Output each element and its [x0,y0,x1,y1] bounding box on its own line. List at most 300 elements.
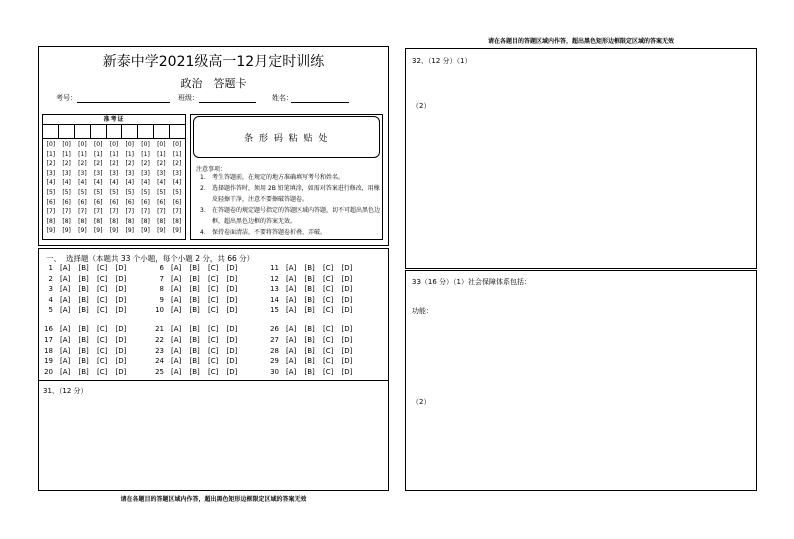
admission-digit-bubble: [9] [46,227,56,235]
admission-digit-bubble: [8] [141,217,150,225]
notes-list [191,115,382,239]
answer-option-b: [B] [304,335,315,344]
question-number: 13 [270,285,279,293]
answer-option-d: [D] [115,335,127,344]
answer-option-c: [C] [208,325,219,333]
question-number: 27 [270,335,279,344]
name-label: 姓名： [272,94,293,102]
answer-option-c: [C] [97,325,108,333]
admission-digit-bubble: [6] [62,198,71,206]
answer-option-c: [C] [208,346,219,355]
admission-digit-bubble: [6] [141,198,150,206]
admission-digit-bubble: [7] [46,208,56,216]
admission-digit-bubble: [6] [46,198,56,206]
question-number: 1 [48,264,53,272]
answer-option-d: [D] [226,274,238,283]
choice-question [152,275,252,283]
admission-write-cell [59,125,75,138]
answer-option-d: [D] [115,368,127,376]
answer-option-a: [A] [60,274,71,283]
answer-option-b: [B] [304,295,315,304]
answer-option-c: [C] [208,285,219,293]
question-number: 14 [270,295,279,304]
class-blank [199,102,256,103]
question-33-function-label: 功能： [412,307,433,315]
answer-option-b: [B] [189,357,200,366]
answer-option-d: [D] [341,325,353,333]
answer-option-b: [B] [78,346,89,355]
answer-option-d: [D] [115,274,127,283]
question-number: 20 [44,368,53,376]
admission-digit-bubble: [0] [141,141,150,148]
question-number: 9 [159,295,164,304]
answer-option-b: [B] [78,285,89,293]
answer-option-a: [A] [171,264,182,272]
choice-question [41,275,141,283]
answer-option-d: [D] [341,306,353,314]
choice-question [267,296,367,304]
admission-digit-bubble: [0] [157,141,166,148]
admission-digit-bubble: [5] [109,189,119,196]
admission-digit-bubble: [5] [125,189,134,196]
answer-option-b: [B] [78,274,89,283]
question-number: 24 [155,357,164,366]
admission-digit-bubble: [9] [125,227,134,235]
question-32-part1-label: 32、（12 分）（1） [412,57,472,65]
answer-option-d: [D] [341,295,353,304]
answer-option-b: [B] [189,346,200,355]
admission-digit-bubble: [1] [109,150,119,158]
answer-option-a: [A] [60,346,71,355]
admission-digit-bubble: [8] [109,217,119,225]
answer-option-b: [B] [78,295,89,304]
answer-option-d: [D] [226,325,238,333]
choice-question [267,368,367,376]
name-blank [291,102,349,103]
admission-digit-bubble: [0] [125,141,134,148]
admission-digit-bubble: [1] [93,150,103,158]
admission-write-cell [43,125,59,138]
admission-digit-bubble: [1] [172,150,182,158]
question-33-part2-label: （2） [412,398,431,406]
answer-option-c: [C] [323,335,334,344]
admission-digit-bubble: [9] [62,227,71,235]
answer-option-d: [D] [115,285,127,293]
choice-heading: 选择题（本题共 33 个小题，每个小题 2 分，共 66 分） [66,254,255,263]
admission-digit-bubble: [9] [78,227,87,235]
admission-digit-bubble: [0] [62,141,71,148]
admission-digit-bubble: [6] [157,198,166,206]
answer-option-c: [C] [323,368,334,376]
answer-option-d: [D] [226,357,238,366]
admission-digit-bubble: [8] [157,217,166,225]
choice-question [41,285,141,293]
choice-question [152,357,252,365]
question-number: 11 [270,264,279,272]
admission-digit-bubble: [7] [125,208,134,216]
answer-option-a: [A] [286,285,297,293]
choice-question [267,264,367,272]
note-number: 2． [200,185,210,192]
choice-question [41,357,141,365]
answer-option-b: [B] [78,335,89,344]
answer-option-c: [C] [97,357,108,366]
answer-option-c: [C] [323,295,334,304]
class-label: 班级： [178,94,199,102]
admission-digit-area [43,140,185,237]
answer-option-b: [B] [304,357,315,366]
admission-write-cell [75,125,91,138]
note-number: 4． [200,229,210,236]
admission-number-grid [42,114,186,240]
admission-digit-bubble: [5] [141,189,150,196]
admission-digit-bubble: [7] [109,208,119,216]
admission-digit-bubble: [9] [172,227,182,235]
admission-write-cell [154,125,170,138]
answer-option-d: [D] [226,335,238,344]
choice-question [41,347,141,355]
question-number: 10 [155,306,164,314]
choice-question [41,336,141,344]
note-text: 皮轻擦干净，注意不要擦破答题卷。 [212,196,309,203]
answer-option-b: [B] [189,274,200,283]
answer-option-d: [D] [341,335,353,344]
answer-option-a: [A] [171,274,182,283]
admission-digit-bubble: [5] [93,189,103,196]
admission-digit-bubble: [2] [46,160,56,168]
admission-digit-bubble: [4] [78,179,87,187]
choice-question [41,325,141,333]
choice-question [152,325,252,333]
admission-digit-bubble: [3] [125,169,134,177]
admission-digit-bubble: [3] [62,169,71,177]
choice-divider [39,380,388,381]
admission-digit-bubble: [4] [62,179,71,187]
note-text: 考生答题前，在规定的地方准确填写考号和姓名。 [212,174,345,181]
admission-digit-bubble: [9] [93,227,103,235]
admission-digit-bubble: [4] [172,179,182,187]
answer-option-d: [D] [115,306,127,314]
answer-option-a: [A] [171,346,182,355]
question-number: 3 [48,285,53,293]
question-33-part1-label: 33（16 分）（1）社会保障体系包括： [412,278,531,286]
question-33-box [405,270,757,491]
notice-top-right: 请在各题目的答题区域内作答，超出黑色矩形边框限定区域的答案无效 [487,38,674,45]
subject-name: 政治 [180,77,203,90]
header-panel [38,46,389,246]
admission-digit-bubble: [3] [46,169,56,177]
choice-question [267,357,367,365]
admission-digit-bubble: [1] [46,150,56,158]
choice-question [41,368,141,376]
admission-digit-bubble: [4] [141,179,150,187]
answer-option-d: [D] [226,306,238,314]
admission-digit-bubble: [2] [157,160,166,168]
answer-option-c: [C] [97,368,108,376]
question-number: 30 [270,368,279,376]
admission-digit-bubble: [2] [78,160,87,168]
admission-digit-bubble: [6] [93,198,103,206]
admission-digit-bubble: [7] [157,208,166,216]
answer-option-b: [B] [189,335,200,344]
answer-option-b: [B] [189,325,200,333]
notes-title: 注意事项： [196,166,227,173]
admission-digit-bubble: [7] [141,208,150,216]
answer-option-a: [A] [286,325,297,333]
question-number: 16 [44,325,53,333]
choice-question [152,336,252,344]
question-31-label: 31、（12 分） [43,387,88,395]
question-number: 7 [159,274,164,283]
admission-digit-bubble: [9] [109,227,119,235]
admission-digit-bubble: [4] [125,179,134,187]
admission-digit-bubble: [8] [62,217,71,225]
admission-digit-bubble: [4] [109,179,119,187]
choice-question [267,325,367,333]
answer-option-d: [D] [115,325,127,333]
answer-option-a: [A] [171,285,182,293]
admission-digit-bubble: [1] [141,150,150,158]
admission-write-cell [91,125,107,138]
sheet-name: 答题卡 [213,77,247,90]
admission-write-cell [138,125,154,138]
answer-option-c: [C] [97,285,108,293]
answer-option-c: [C] [208,357,219,366]
notice-bottom-left: 请在各题目的答题区域内作答，超出黑色矩形边框限定区域的答案无效 [120,496,307,503]
admission-digit-bubble: [8] [93,217,103,225]
answer-option-c: [C] [208,295,219,304]
answer-option-d: [D] [115,264,127,272]
admission-digit-bubble: [7] [78,208,87,216]
answer-option-a: [A] [60,285,71,293]
admission-digit-bubble: [8] [125,217,134,225]
answer-option-c: [C] [323,325,334,333]
question-number: 2 [48,274,53,283]
choice-question [152,306,252,314]
answer-option-a: [A] [171,368,182,376]
answer-option-d: [D] [341,357,353,366]
answer-option-a: [A] [60,368,71,376]
answer-option-c: [C] [323,274,334,283]
admission-digit-bubble: [3] [172,169,182,177]
choice-question [152,264,252,272]
answer-option-b: [B] [78,264,89,272]
admission-digit-bubble: [8] [78,217,87,225]
choice-question [152,347,252,355]
question-number: 15 [270,306,279,314]
choice-question [267,285,367,293]
answer-option-d: [D] [226,368,238,376]
question-number: 26 [270,325,279,333]
answer-option-a: [A] [60,306,71,314]
answer-option-b: [B] [304,285,315,293]
question-number: 8 [159,285,164,293]
answer-option-b: [B] [304,325,315,333]
note-text: 保持卷面清洁，不要将答题卷折叠，弄破。 [212,229,327,236]
admission-digit-bubble: [7] [62,208,71,216]
question-number: 18 [44,346,53,355]
admission-digit-bubble: [3] [93,169,103,177]
admission-digit-bubble: [6] [172,198,182,206]
choice-question [152,285,252,293]
answer-option-b: [B] [189,306,200,314]
admission-digit-bubble: [6] [109,198,119,206]
answer-option-b: [B] [304,346,315,355]
choice-panel [38,248,389,491]
admission-digit-bubble: [1] [157,150,166,158]
answer-option-b: [B] [189,295,200,304]
exam-title: 新泰中学2021级高一12月定时训练 [102,54,325,70]
barcode-notes-box [190,114,383,240]
admission-digit-bubble: [1] [125,150,134,158]
note-text: 框，超出黑色边框的答案无效。 [212,218,297,225]
question-number: 21 [155,325,164,333]
admission-digit-bubble: [4] [46,179,56,187]
answer-option-c: [C] [323,357,334,366]
admission-digit-bubble: [2] [109,160,119,168]
admission-digit-bubble: [8] [46,217,56,225]
answer-option-c: [C] [208,368,219,376]
choice-question [41,306,141,314]
answer-option-c: [C] [97,274,108,283]
answer-option-c: [C] [97,335,108,344]
answer-option-d: [D] [115,346,127,355]
admission-digit-bubble: [3] [157,169,166,177]
answer-option-b: [B] [304,274,315,283]
answer-option-a: [A] [286,274,297,283]
answer-option-d: [D] [115,295,127,304]
answer-option-c: [C] [208,274,219,283]
question-number: 5 [48,306,53,314]
question-number: 6 [159,264,164,272]
choice-section-number: 一、 [46,254,61,263]
choice-grid [39,249,388,380]
choice-question [41,296,141,304]
admission-digit-bubble: [0] [93,141,103,148]
answer-option-a: [A] [171,335,182,344]
answer-option-d: [D] [226,264,238,272]
answer-option-a: [A] [171,325,182,333]
answer-option-b: [B] [78,306,89,314]
question-number: 19 [44,357,53,366]
admission-digit-bubble: [7] [93,208,103,216]
answer-option-a: [A] [60,264,71,272]
answer-option-a: [A] [171,357,182,366]
question-number: 23 [155,346,164,355]
note-number: 1． [200,174,210,181]
answer-option-a: [A] [286,306,297,314]
barcode-label: 条 形 码 粘 贴 处 [244,133,329,144]
admission-digit-bubble: [5] [157,189,166,196]
admission-digit-bubble: [1] [78,150,87,158]
answer-option-a: [A] [60,325,71,333]
admission-digit-bubble: [7] [172,208,182,216]
admission-digit-bubble: [5] [62,189,71,196]
question-32-box [405,48,757,269]
answer-option-d: [D] [226,346,238,355]
admission-title: 准考证 [43,115,185,125]
choice-question [267,336,367,344]
answer-option-d: [D] [341,368,353,376]
choice-question [267,275,367,283]
admission-digit-bubble: [6] [125,198,134,206]
admission-digit-bubble: [0] [46,141,56,148]
answer-option-b: [B] [189,285,200,293]
admission-digit-bubble: [3] [78,169,87,177]
answer-option-c: [C] [323,346,334,355]
answer-option-a: [A] [286,346,297,355]
answer-option-d: [D] [226,295,238,304]
admission-digit-bubble: [5] [78,189,87,196]
exam-no-label: 考号： [56,94,77,102]
answer-option-d: [D] [226,285,238,293]
admission-digit-bubble: [0] [109,141,119,148]
admission-write-cell [107,125,123,138]
exam-no-blank [77,102,170,103]
admission-write-cell [170,125,185,138]
admission-digit-bubble: [4] [157,179,166,187]
answer-option-a: [A] [286,264,297,272]
admission-digit-bubble: [6] [78,198,87,206]
question-number: 25 [155,368,164,376]
answer-option-a: [A] [286,335,297,344]
question-number: 17 [44,335,53,344]
answer-option-a: [A] [286,357,297,366]
choice-question [41,264,141,272]
answer-option-a: [A] [286,295,297,304]
admission-write-cell [122,125,138,138]
answer-option-a: [A] [60,335,71,344]
admission-digit-bubble: [2] [125,160,134,168]
admission-digit-bubble: [9] [141,227,150,235]
question-number: 22 [155,335,164,344]
choice-question [152,368,252,376]
admission-digit-bubble: [2] [141,160,150,168]
answer-option-b: [B] [304,306,315,314]
admission-digit-bubble: [2] [93,160,103,168]
answer-option-d: [D] [341,346,353,355]
question-number: 28 [270,346,279,355]
answer-option-b: [B] [189,368,200,376]
note-text: 在答题卷的规定题号指定的答题区域内答题，切不可超出黑色边 [212,207,381,214]
answer-option-c: [C] [97,346,108,355]
admission-digit-bubble: [2] [172,160,182,168]
answer-option-c: [C] [323,306,334,314]
answer-option-c: [C] [208,264,219,272]
answer-option-d: [D] [341,264,353,272]
admission-digit-bubble: [2] [62,160,71,168]
admission-digit-bubble: [5] [46,189,56,196]
note-number: 3． [200,207,210,214]
answer-option-c: [C] [208,335,219,344]
answer-option-a: [A] [286,368,297,376]
answer-option-c: [C] [323,264,334,272]
admission-digit-bubble: [4] [93,179,103,187]
choice-question [152,296,252,304]
answer-option-b: [B] [304,264,315,272]
admission-digit-bubble: [3] [141,169,150,177]
answer-option-a: [A] [60,357,71,366]
answer-option-b: [B] [78,325,89,333]
admission-digit-bubble: [1] [62,150,71,158]
note-text: 选择题作答时，须用 2B 铅笔填涂，如需对答案进行修改，用橡 [212,185,380,192]
answer-option-b: [B] [78,368,89,376]
admission-digit-bubble: [0] [172,141,182,148]
question-32-part2-label: （2） [412,102,431,110]
answer-option-c: [C] [208,306,219,314]
choice-question [267,306,367,314]
answer-option-b: [B] [78,357,89,366]
